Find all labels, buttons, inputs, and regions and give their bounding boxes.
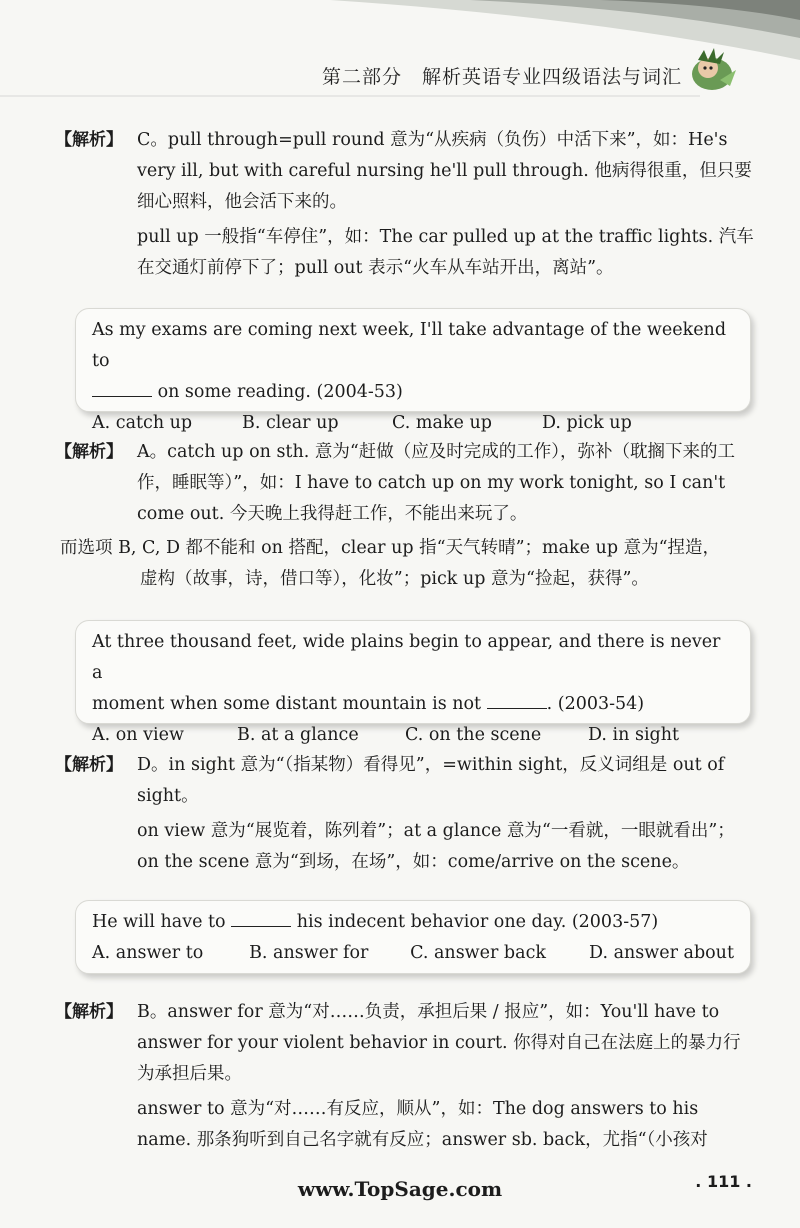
question-text-line: moment when some distant mountain is not . (2003-54)	[92, 694, 645, 714]
analysis-text: on view 意为“展览着，陈列着”；at a glance 意为“一看就，一眼就看出”；on the scene 意为“到场，在场”，如：come/arrive on the scene。	[137, 821, 735, 872]
question-text-line: on some reading. (2004-53)	[92, 377, 734, 408]
options-row	[92, 408, 734, 439]
option: A. answer to	[92, 943, 204, 963]
option: D. answer about	[589, 943, 734, 963]
option: D. in sight	[588, 725, 680, 745]
analysis-continuation	[60, 533, 760, 595]
analysis-block-4	[55, 997, 755, 1156]
options-row	[92, 938, 734, 969]
option: D. pick up	[542, 413, 632, 433]
question-text-line: He will have to his indecent behavior one day. (2003-57)	[92, 912, 659, 932]
footer-url: www.TopSage.com	[297, 1177, 503, 1201]
option: A. on view	[92, 725, 184, 745]
analysis-tag: 【解析】	[55, 442, 123, 462]
analysis-block-1	[55, 125, 755, 284]
header-band	[0, 0, 800, 110]
mascot-icon	[680, 40, 740, 100]
analysis-text: A。catch up on sth. 意为“赶做（应及时完成的工作），弥补（耽搁下来的工作，睡眠等）”，如：I have to catch up on my work tonight, so I can't come out. 今天晚上我得赶工作，不能出来玩了。	[137, 442, 736, 524]
options-row	[92, 720, 734, 751]
question-box-3	[75, 900, 751, 974]
question-text: As my exams are coming next week, I'll take advantage of the weekend to	[92, 320, 727, 371]
answer-blank	[231, 910, 291, 927]
analysis-block-3	[55, 750, 755, 878]
option: C. on the scene	[405, 725, 542, 745]
option: B. clear up	[242, 413, 339, 433]
analysis-text: answer to 意为“对……有反应，顺从”，如：The dog answers to his name. 那条狗听到自己名字就有反应；answer sb. back，尤指“（小孩对	[137, 1099, 708, 1150]
analysis-text: 虚构（故事，诗，借口等），化妆”；pick up 意为“捡起，获得”。	[140, 569, 649, 589]
analysis-tag: 【解析】	[55, 755, 123, 775]
option: B. at a glance	[237, 725, 359, 745]
analysis-text: 而选项 B, C, D 都不能和 on 搭配，clear up 指“天气转晴”；make up 意为“捏造，	[60, 538, 721, 558]
question-text: At three thousand feet, wide plains begin to appear, and there is never a	[92, 632, 721, 683]
question-box-2	[75, 620, 751, 745]
option: A. catch up	[92, 413, 193, 433]
question-box-1	[75, 308, 751, 433]
option: C. make up	[392, 413, 492, 433]
analysis-text: C。pull through=pull round 意为“从疾病（负伤）中活下来”，如：He's very ill, but with careful nursing he'll pull through. 他病得很重，但只要细心照料，他会活下来的。	[137, 130, 752, 212]
page-number: . 111 .	[695, 1172, 752, 1191]
answer-blank	[92, 380, 152, 397]
analysis-text: B。answer for 意为“对……负责，承担后果 / 报应”，如：You'll have to answer for your violent behavior in court. 你得对自己在法庭上的暴力行为承担后果。	[137, 1002, 741, 1084]
option: B. answer for	[249, 943, 369, 963]
answer-blank	[487, 692, 547, 709]
analysis-text: pull up 一般指“车停住”，如：The car pulled up at the traffic lights. 汽车在交通灯前停下了；pull out 表示“火车从车站开出，离站”。	[137, 227, 754, 278]
analysis-tag: 【解析】	[55, 1002, 123, 1022]
analysis-block-2	[55, 437, 755, 530]
header-title: 第二部分 解析英语专业四级语法与词汇	[321, 66, 682, 88]
analysis-tag: 【解析】	[55, 130, 123, 150]
option: C. answer back	[410, 943, 546, 963]
analysis-text: D。in sight 意为“（指某物）看得见”，=within sight，反义词组是 out of sight。	[137, 755, 725, 806]
